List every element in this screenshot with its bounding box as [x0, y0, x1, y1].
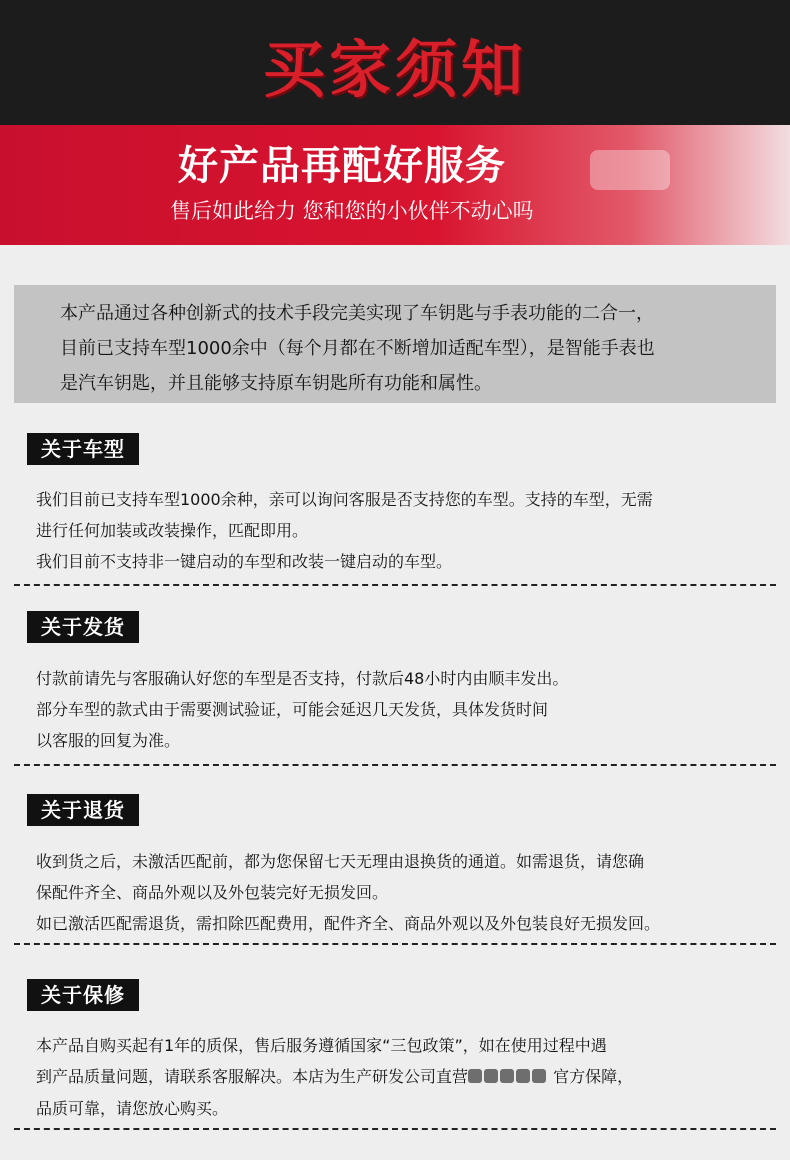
dashed-divider [14, 1128, 776, 1130]
section-line [36, 1061, 776, 1093]
watermark-graphic [590, 150, 670, 190]
section-body-returns [36, 846, 776, 939]
section-body-shipping [36, 663, 776, 756]
section-title-returns: 关于退货 [27, 794, 139, 826]
section-line: 品质可靠，请您放心购买。 [36, 1099, 229, 1118]
intro-line: 是汽车钥匙，并且能够支持原车钥匙所有功能和属性。 [60, 373, 492, 394]
section-line: 以客服的回复为准。 [36, 731, 181, 750]
section-body-warranty [36, 1030, 776, 1124]
intro-line: 本产品通过各种创新式的技术手段完美实现了车钥匙与手表功能的二合一， [60, 303, 654, 324]
sub-slogan: 售后如此给力 您和您的小伙伴不动心吗 [170, 199, 534, 223]
section-line: 我们目前不支持非一键启动的车型和改装一键启动的车型。 [36, 552, 453, 571]
intro-line: 目前已支持车型1000余中（每个月都在不断增加适配车型），是智能手表也 [60, 338, 655, 359]
blurred-stamp-icon [468, 1062, 548, 1093]
section-title-shipping: 关于发货 [27, 611, 139, 643]
section-title-car-models: 关于车型 [27, 433, 139, 465]
section-line: 付款前请先与客服确认好您的车型是否支持，付款后48小时内由顺丰发出。 [36, 669, 569, 688]
dashed-divider [14, 943, 776, 945]
dashed-divider [14, 584, 776, 586]
section-line: 部分车型的款式由于需要测试验证，可能会延迟几天发货，具体发货时间 [36, 700, 549, 719]
page-title: 买家须知 [262, 33, 527, 106]
dashed-divider [14, 764, 776, 766]
section-title-warranty: 关于保修 [27, 979, 139, 1011]
section-line: 保配件齐全、商品外观以及外包装完好无损发回。 [36, 883, 389, 902]
section-body-car-models [36, 484, 776, 577]
intro-text [60, 296, 750, 401]
section-line: 本产品自购买起有1年的质保，售后服务遵循国家“三包政策”，如在使用过程中遇 [36, 1036, 607, 1055]
section-line: 如已激活匹配需退货，需扣除匹配费用，配件齐全、商品外观以及外包装良好无损发回。 [36, 914, 661, 933]
section-line: 我们目前已支持车型1000余种，亲可以询问客服是否支持您的车型。支持的车型，无需 [36, 490, 653, 509]
slogan: 好产品再配好服务 [178, 143, 506, 189]
section-line: 进行任何加装或改装操作，匹配即用。 [36, 521, 309, 540]
section-line-text: 到产品质量问题，请联系客服解决。本店为生产研发公司直营 [36, 1067, 469, 1086]
section-line-suffix: 官方保障， [548, 1067, 634, 1086]
section-line: 收到货之后，未激活匹配前，都为您保留七天无理由退换货的通道。如需退货，请您确 [36, 852, 645, 871]
